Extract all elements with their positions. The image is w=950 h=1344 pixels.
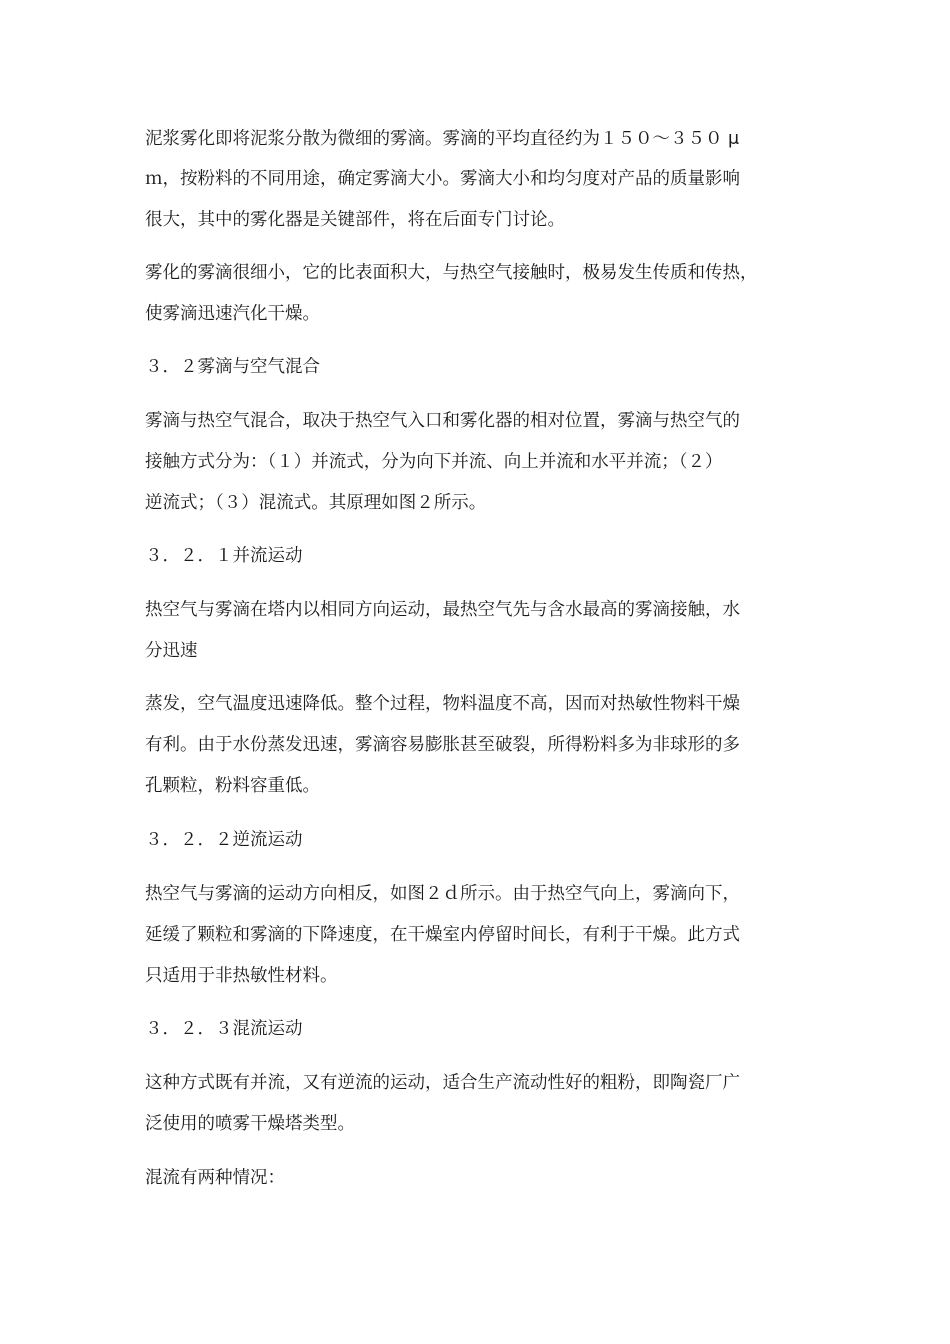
paragraph-line: 使雾滴迅速汽化干燥。 (145, 304, 320, 324)
paragraph-line: ｍ，按粉料的不同用途，确定雾滴大小。雾滴大小和均匀度对产品的质量影响 (145, 169, 740, 189)
paragraph-line: 混流有两种情况： (145, 1168, 285, 1188)
subsection-heading: ３．２．２逆流运动 (145, 830, 303, 850)
paragraph-line: 热空气与雾滴在塔内以相同方向运动，最热空气先与含水最高的雾滴接触，水 (145, 600, 740, 620)
paragraph-line: 这种方式既有并流，又有逆流的运动，适合生产流动性好的粗粉，即陶瓷厂广 (145, 1073, 740, 1093)
paragraph-line: 分迅速 (145, 641, 198, 661)
paragraph-line: 只适用于非热敏性材料。 (145, 966, 338, 986)
paragraph-line: 有利。由于水份蒸发迅速，雾滴容易膨胀甚至破裂，所得粉料多为非球形的多 (145, 735, 740, 755)
paragraph-line: 蒸发，空气温度迅速降低。整个过程，物料温度不高，因而对热敏性物料干燥 (145, 694, 740, 714)
paragraph-line: 逆流式；（３）混流式。其原理如图２所示。 (145, 493, 487, 513)
paragraph-line: 接触方式分为：（１）并流式，分为向下并流、向上并流和水平并流；（２） (145, 452, 723, 472)
paragraph-line: 泛使用的喷雾干燥塔类型。 (145, 1114, 355, 1134)
paragraph-line: 延缓了颗粒和雾滴的下降速度，在干燥室内停留时间长，有利于干燥。此方式 (145, 925, 740, 945)
subsection-heading: ３．２．１并流运动 (145, 546, 303, 566)
paragraph-line: 泥浆雾化即将泥浆分散为微细的雾滴。雾滴的平均直径约为１５０～３５０ μ (145, 129, 740, 149)
paragraph-line: 很大，其中的雾化器是关键部件，将在后面专门讨论。 (145, 210, 565, 230)
paragraph-line: 雾化的雾滴很细小，它的比表面积大，与热空气接触时，极易发生传质和传热， (145, 263, 758, 283)
paragraph-line: 孔颗粒，粉料容重低。 (145, 776, 320, 796)
section-heading: ３．２雾滴与空气混合 (145, 357, 320, 377)
subsection-heading: ３．２．３混流运动 (145, 1019, 303, 1039)
paragraph-line: 雾滴与热空气混合，取决于热空气入口和雾化器的相对位置，雾滴与热空气的 (145, 411, 740, 431)
paragraph-line: 热空气与雾滴的运动方向相反，如图２ｄ所示。由于热空气向上，雾滴向下， (145, 884, 740, 904)
